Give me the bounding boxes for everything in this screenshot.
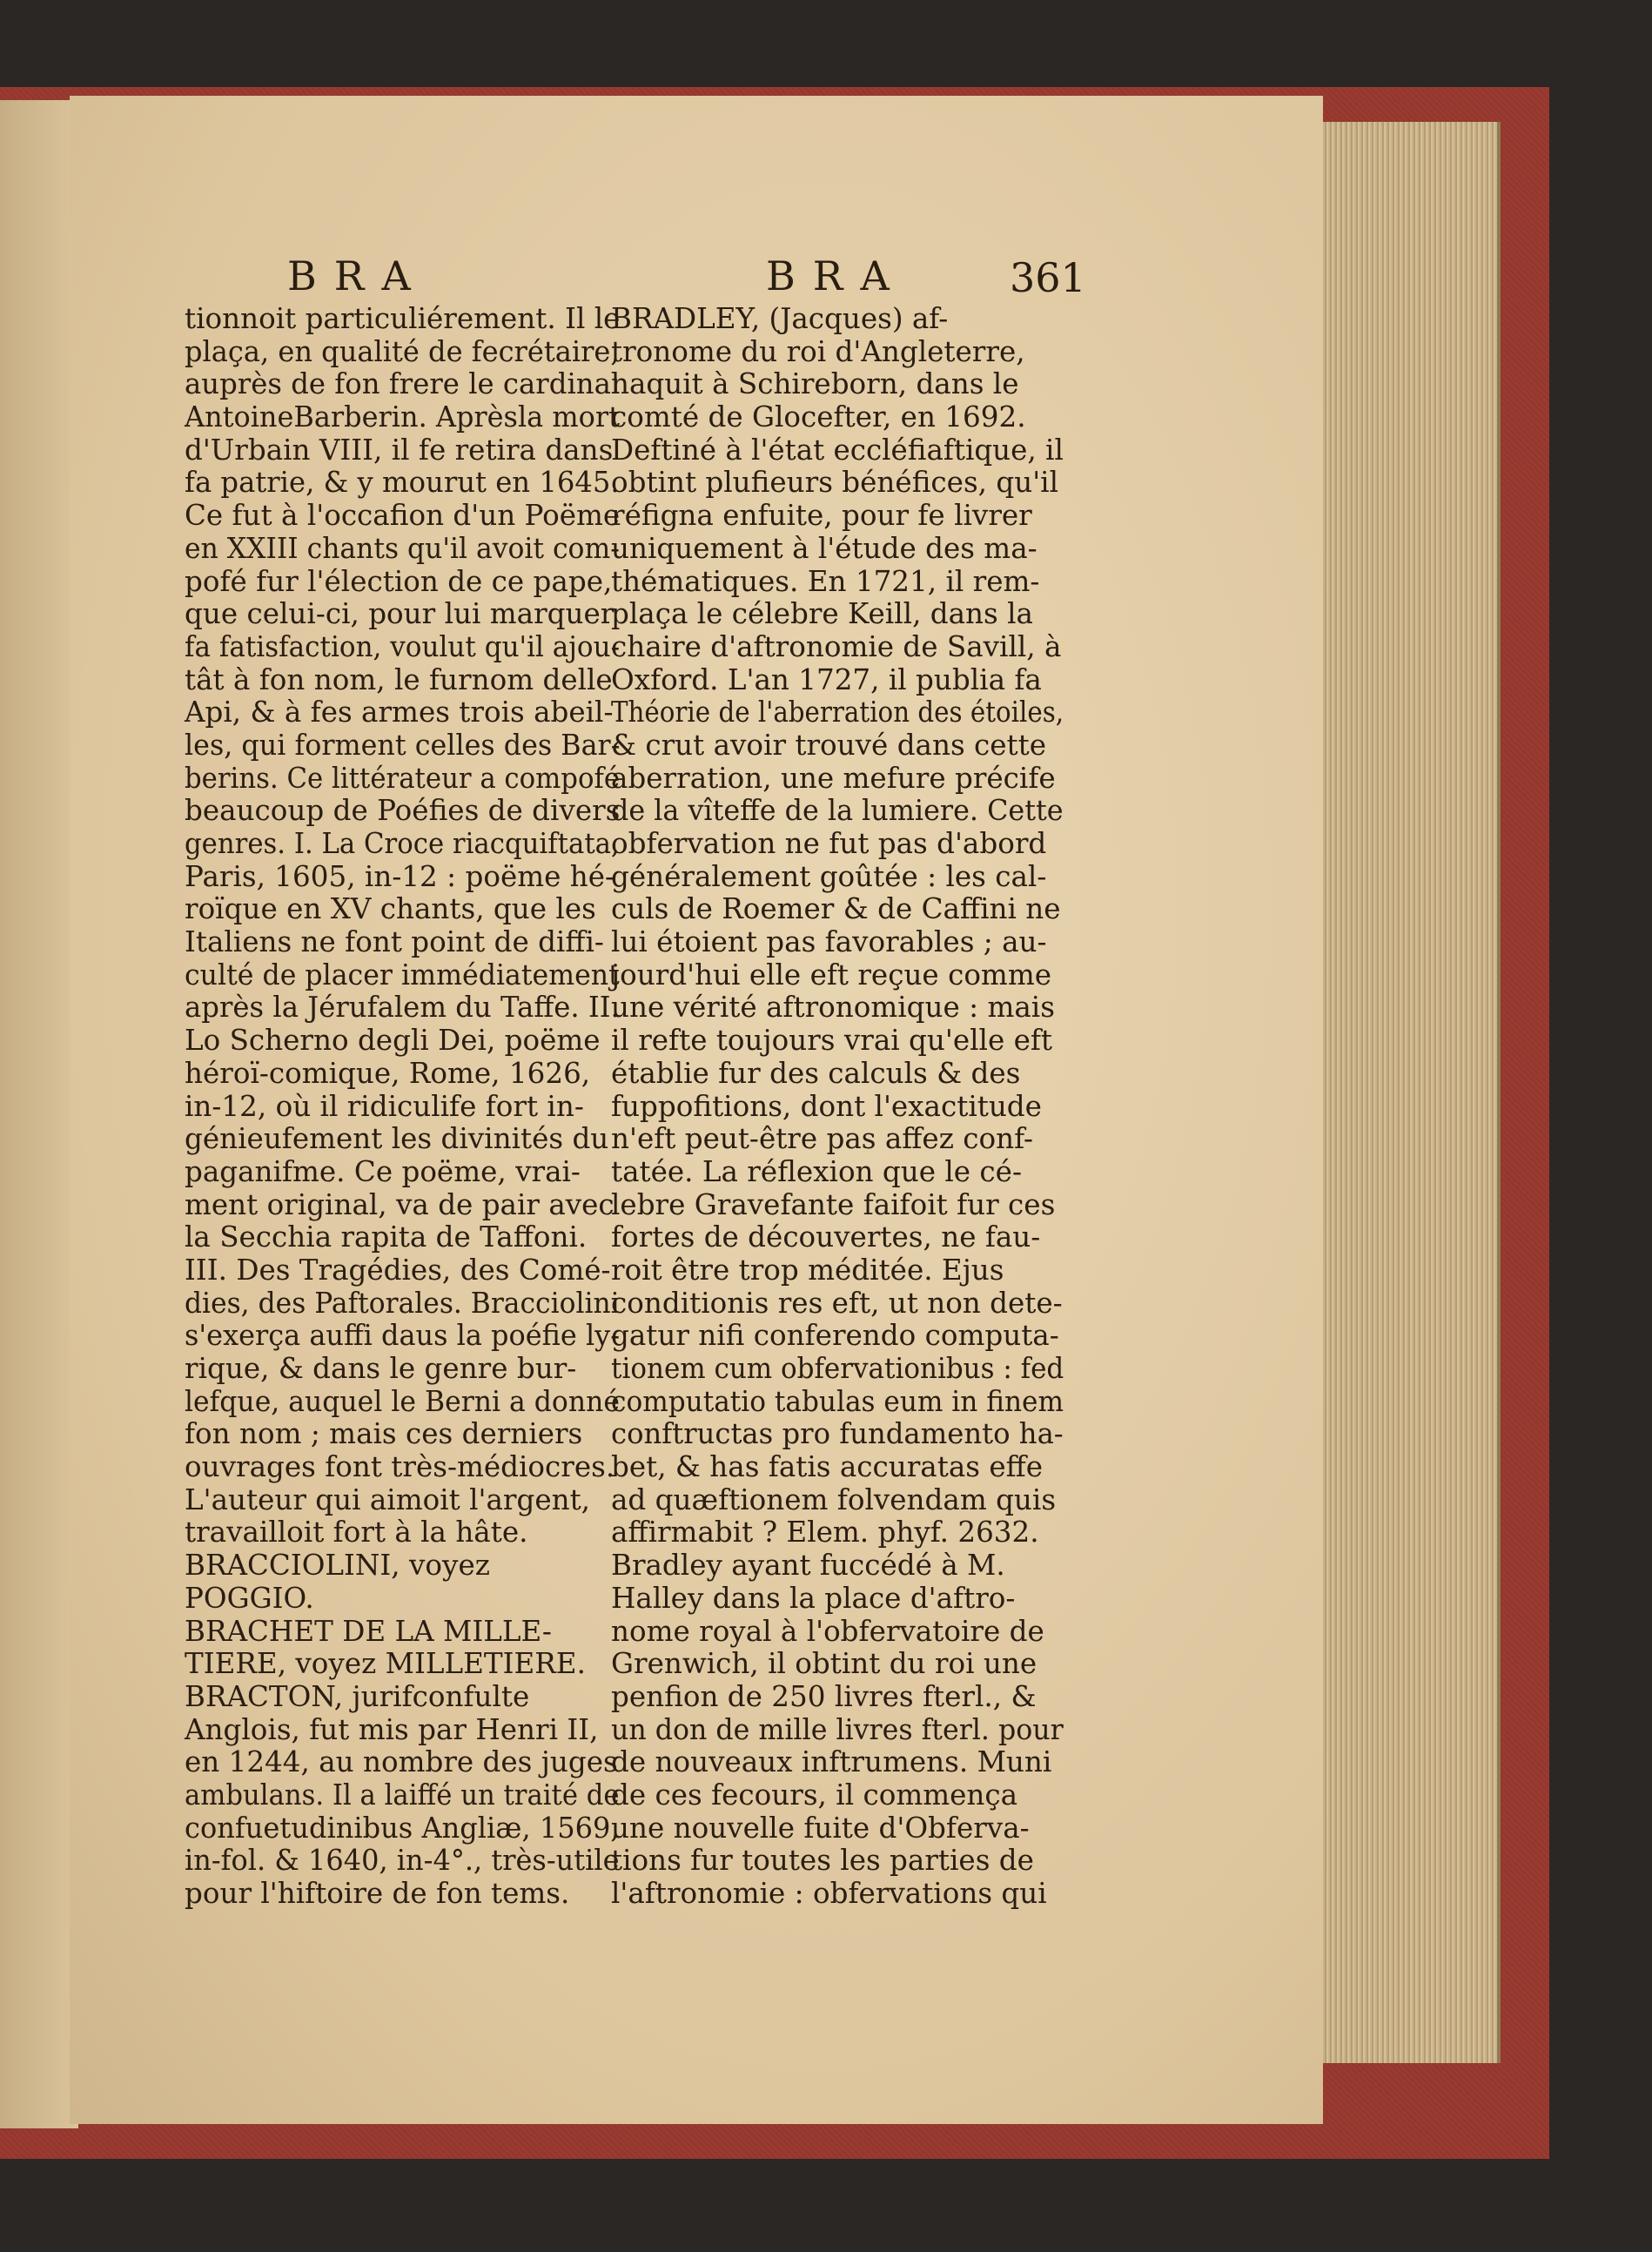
text-line: tronome du roi d'Angleterre, <box>611 334 1025 368</box>
text-line: tatée. La réflexion que le cé- <box>611 1154 1022 1188</box>
text-line: en 1244, au nombre des juges <box>185 1745 618 1779</box>
text-line: de la vîteffe de la lumiere. Cette <box>611 794 1064 828</box>
text-line: TIERE, voyez MILLETIERE. <box>185 1647 586 1681</box>
previous-page-edge <box>0 100 78 2128</box>
left-text-column <box>185 303 620 1911</box>
text-line: chaire d'aftronomie de Savill, à <box>611 629 1062 663</box>
text-line: & crut avoir trouvé dans cette <box>611 728 1047 762</box>
text-line: dies, des Paftorales. Bracciolini <box>185 1286 620 1320</box>
text-line: de ces fecours, il commença <box>611 1778 1018 1812</box>
text-line: BRACCIOLINI, voyez <box>185 1549 490 1583</box>
text-line: BRACTON, jurifconfulte <box>185 1679 530 1713</box>
text-line: s'exerça auffi daus la poéfie ly- <box>185 1319 621 1353</box>
text-line: nome royal à l'obfervatoire de <box>611 1614 1044 1648</box>
text-line: L'auteur qui aimoit l'argent, <box>185 1482 591 1516</box>
text-line: roit être trop méditée. Ejus <box>611 1253 1004 1287</box>
text-line: conftructas pro fundamento ha- <box>611 1417 1064 1451</box>
page-edges <box>1297 122 1501 2063</box>
text-line: génieufement les divinités du <box>185 1122 609 1156</box>
text-line: tionnoit particuliérement. Il le <box>185 302 621 335</box>
text-line: Théorie de l'aberration des étoiles, <box>611 696 1064 729</box>
text-line: beaucoup de Poéfies de divers <box>185 794 621 828</box>
text-line: Paris, 1605, in-12 : poëme hé- <box>185 859 615 893</box>
text-line: auprès de fon frere le cardinal <box>185 367 621 401</box>
text-line: plaça, en qualité de fecrétaire, <box>185 334 620 368</box>
text-line: Api, & à fes armes trois abeil- <box>185 696 614 729</box>
text-line: in-fol. & 1640, in-4°., très-utile <box>185 1844 620 1878</box>
text-line: jourd'hui elle eft reçue comme <box>611 958 1051 992</box>
text-line: berins. Ce littérateur a compofé <box>185 761 621 795</box>
text-line: ad quæftionem folvendam quis <box>611 1482 1057 1516</box>
text-line: POGGIO. <box>185 1581 314 1615</box>
text-line: tionem cum obfervationibus : fed <box>611 1352 1064 1385</box>
text-line: lebre Gravefante faifoit fur ces <box>611 1187 1056 1221</box>
text-line: obfervation ne fut pas d'abord <box>611 827 1047 860</box>
text-line: culs de Roemer & de Caffini ne <box>611 892 1061 926</box>
text-line: tions fur toutes les parties de <box>611 1844 1034 1878</box>
text-line: ouvrages font très-médiocres. <box>185 1450 615 1484</box>
text-line: thématiques. En 1721, il rem- <box>611 564 1040 598</box>
text-line: roïque en XV chants, que les <box>185 892 596 926</box>
text-line: Lo Scherno degli Dei, poëme <box>185 1024 601 1058</box>
text-line: d'Urbain VIII, il fe retira dans <box>185 433 614 467</box>
text-line: paganifme. Ce poëme, vrai- <box>185 1154 581 1188</box>
page-number: 361 <box>1010 254 1086 301</box>
text-line: l'aftronomie : obfervations qui <box>611 1877 1047 1910</box>
text-line: penfion de 250 livres fterl., & <box>611 1679 1037 1713</box>
text-line: une vérité aftronomique : mais <box>611 991 1055 1025</box>
text-line: pofé fur l'élection de ce pape, <box>185 564 613 598</box>
text-line: BRADLEY, (Jacques) af- <box>611 302 949 335</box>
text-line: que celui-ci, pour lui marquer <box>185 597 614 631</box>
text-line: Anglois, fut mis par Henri II, <box>185 1712 599 1746</box>
text-line: naquit à Schireborn, dans le <box>611 367 1019 401</box>
text-line: Ce fut à l'occafion d'un Poëme <box>185 499 621 533</box>
text-line: fuppofitions, dont l'exactitude <box>611 1089 1042 1123</box>
text-line: pour l'hiftoire de fon tems. <box>185 1877 570 1910</box>
text-line: comté de Glocefter, en 1692. <box>611 400 1026 434</box>
text-line: en XXIII chants qu'il avoit com- <box>185 531 620 565</box>
text-line: ambulans. Il a laiffé un traité de <box>185 1778 620 1812</box>
text-line: Halley dans la place d'aftro- <box>611 1581 1016 1615</box>
text-line: AntoineBarberin. Aprèsla mort <box>185 400 620 434</box>
text-line: réfigna enfuite, pour fe livrer <box>611 499 1032 533</box>
text-line: après la Jérufalem du Taffe. II. <box>185 991 620 1025</box>
text-line: obtint plufieurs bénéfices, qu'il <box>611 466 1059 500</box>
text-line: Italiens ne font point de diffi- <box>185 925 604 959</box>
text-line: III. Des Tragédies, des Comé- <box>185 1253 611 1287</box>
text-line: lui étoient pas favorables ; au- <box>611 925 1047 959</box>
text-line: BRACHET DE LA MILLE- <box>185 1614 552 1648</box>
running-head-right: BRA <box>766 252 907 299</box>
text-line: Grenwich, il obtint du roi une <box>611 1647 1038 1681</box>
text-line: il refte toujours vrai qu'elle eft <box>611 1024 1053 1058</box>
text-line: aberration, une mefure précife <box>611 761 1056 795</box>
text-line: gatur nifi conferendo computa- <box>611 1319 1059 1353</box>
right-text-column <box>611 303 1064 1911</box>
text-line: ment original, va de pair avec <box>185 1187 614 1221</box>
text-line: fortes de découvertes, ne fau- <box>611 1220 1041 1254</box>
text-line: établie fur des calculs & des <box>611 1056 1021 1090</box>
text-line: de nouveaux inftrumens. Muni <box>611 1745 1052 1779</box>
text-line: la Secchia rapita de Taffoni. <box>185 1220 588 1254</box>
text-line: un don de mille livres fterl. pour <box>611 1712 1064 1746</box>
running-head-left: BRA <box>287 252 428 299</box>
text-line: lefque, auquel le Berni a donné <box>185 1384 620 1418</box>
text-line: tât à fon nom, le furnom delle <box>185 662 613 696</box>
text-line: conditionis res eft, ut non dete- <box>611 1286 1063 1320</box>
text-line: culté de placer immédiatement <box>185 958 620 992</box>
text-line: uniquement à l'étude des ma- <box>611 531 1038 565</box>
text-line: généralement goûtée : les cal- <box>611 859 1047 893</box>
text-line: fa patrie, & y mourut en 1645. <box>185 466 620 500</box>
text-line: affirmabit ? Elem. phyf. 2632. <box>611 1516 1039 1550</box>
text-line: rique, & dans le genre bur- <box>185 1352 577 1385</box>
text-line: plaça le célebre Keill, dans la <box>611 597 1033 631</box>
text-line: genres. I. La Croce riacquiftata, <box>185 827 620 860</box>
text-line: computatio tabulas eum in finem <box>611 1384 1064 1418</box>
text-line: Deftiné à l'état eccléfiaftique, il <box>611 433 1064 467</box>
text-line: Bradley ayant fuccédé à M. <box>611 1549 1005 1583</box>
text-line: fon nom ; mais ces derniers <box>185 1417 583 1451</box>
text-line: fa fatisfaction, voulut qu'il ajou- <box>185 629 621 663</box>
text-line: une nouvelle fuite d'Obferva- <box>611 1811 1030 1845</box>
text-line: n'eft peut-être pas affez conf- <box>611 1122 1033 1156</box>
text-line: travailloit fort à la hâte. <box>185 1516 528 1550</box>
text-line: confuetudinibus Angliæ, 1569, <box>185 1811 620 1845</box>
text-line: Oxford. L'an 1727, il publia fa <box>611 662 1042 696</box>
text-line: les, qui forment celles des Bar- <box>185 728 621 762</box>
text-line: héroï-comique, Rome, 1626, <box>185 1056 591 1090</box>
text-line: in-12, où il ridiculife fort in- <box>185 1089 584 1123</box>
text-line: bet, & has fatis accuratas effe <box>611 1450 1044 1484</box>
